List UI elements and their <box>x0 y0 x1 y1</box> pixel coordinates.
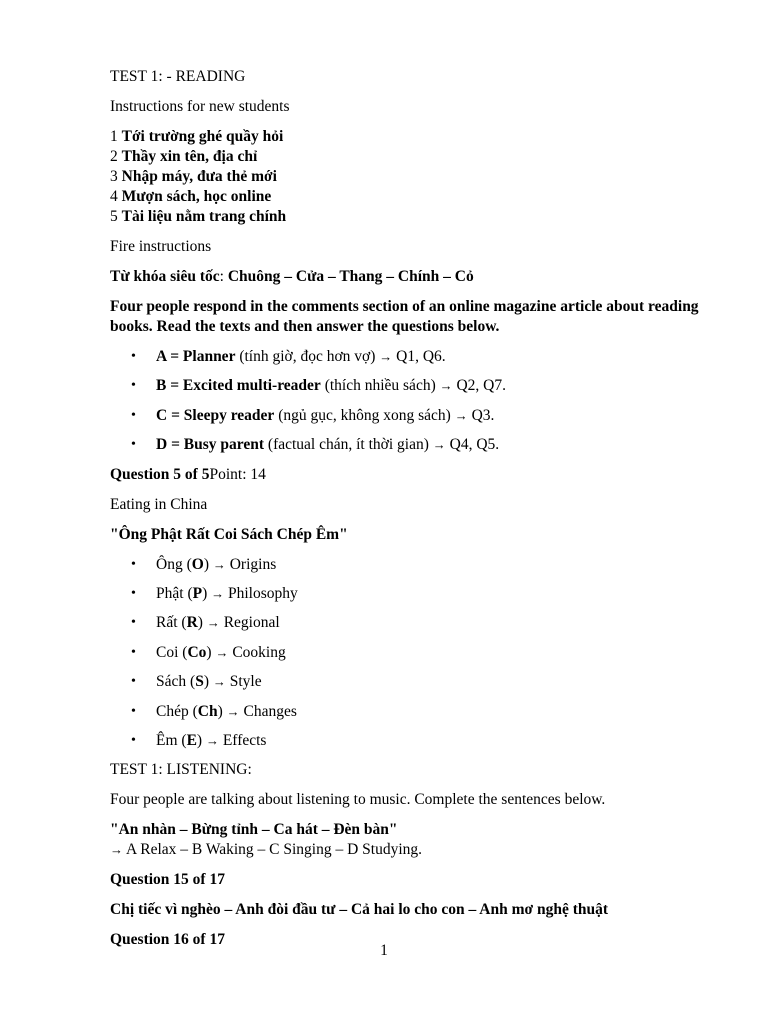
mnemonic-letter: R <box>186 614 198 632</box>
instruction-step <box>110 167 710 187</box>
instruction-step <box>110 207 710 227</box>
step-text: Nhập máy, đưa thẻ mới <box>121 168 277 185</box>
mnemonic-word: Rất <box>156 614 178 632</box>
keywords-value: Chuông – Cửa – Thang – Chính – Cỏ <box>227 268 474 285</box>
question-15-line: Chị tiếc vì nghèo – Anh đòi đầu tư – Cả hai lo cho con – Anh mơ nghệ thuật <box>110 901 609 919</box>
mnemonic-list <box>110 555 710 751</box>
fire-heading: Fire instructions <box>110 238 212 255</box>
mnemonic-word: Ông <box>156 555 183 573</box>
list-item <box>110 347 710 367</box>
arrow-icon: → <box>212 556 226 572</box>
arrow-icon: → <box>206 615 220 631</box>
mnemonic-letter: P <box>192 584 203 602</box>
list-item: • Phật (P) → Philosophy <box>110 584 710 604</box>
arrow-icon: → <box>212 674 226 690</box>
listening-mnemonic-block <box>110 820 710 860</box>
list-item: • Rất (R) → Regional <box>110 613 710 633</box>
person-answer: Q1, Q6. <box>392 348 446 365</box>
people-list <box>110 347 710 455</box>
page-number: 1 <box>380 942 388 959</box>
listening-mnemonic: "An nhàn – Bừng tỉnh – Ca hát – Đèn bàn" <box>110 821 398 839</box>
person-answer: Q2, Q7. <box>452 377 506 395</box>
mnemonic-letter: Ch <box>197 702 218 720</box>
keywords-label: Từ khóa siêu tốc <box>110 268 220 285</box>
mnemonic-meaning: Cooking <box>228 643 286 661</box>
step-number: 3 <box>110 168 118 185</box>
mnemonic-word: Chép <box>156 702 189 720</box>
instructions-heading: Instructions for new students <box>110 98 290 115</box>
list-item <box>110 406 710 426</box>
list-item: • Chép (Ch) → Changes <box>110 702 710 722</box>
question-16-label: Question 16 of 17 <box>110 931 225 949</box>
person-label: D = Busy parent <box>156 436 265 454</box>
mnemonic-word: Êm <box>156 731 178 749</box>
arrow-icon: → <box>379 349 393 364</box>
mnemonic-letter: O <box>191 555 204 573</box>
list-item <box>110 435 710 455</box>
mnemonic-meaning: Origins <box>225 555 277 573</box>
list-item: • Sách (S) → Style <box>110 672 710 692</box>
instruction-step <box>110 147 710 167</box>
list-item: • Ông (O) → Origins <box>110 555 710 575</box>
mnemonic-letter: E <box>186 731 197 749</box>
person-label: C = Sleepy reader <box>156 406 275 424</box>
question-5-line <box>110 465 710 485</box>
arrow-icon: → <box>226 703 240 719</box>
instruction-step <box>110 127 710 147</box>
mnemonic-heading: "Ông Phật Rất Coi Sách Chép Êm" <box>110 525 348 543</box>
instruction-step <box>110 187 710 207</box>
list-item <box>110 376 710 396</box>
list-item: • Êm (E) → Effects <box>110 731 710 751</box>
listening-answers-line <box>110 840 710 860</box>
question-5-label: Question 5 of 5 <box>110 465 210 483</box>
instruction-steps <box>110 127 710 227</box>
step-text: Thầy xin tên, địa chỉ <box>121 148 258 165</box>
step-text: Tới trường ghé quầy hỏi <box>121 128 284 145</box>
mnemonic-meaning: Regional <box>219 614 280 632</box>
arrow-icon: → <box>205 732 219 748</box>
step-number: 1 <box>110 128 118 145</box>
arrow-icon: → <box>211 585 225 601</box>
person-note: (ngủ gục, không xong sách) <box>274 406 455 424</box>
arrow-icon: → <box>439 378 453 394</box>
keywords-sep: : <box>219 268 228 285</box>
mnemonic-meaning: Changes <box>239 702 297 720</box>
person-answer: Q3. <box>467 406 495 424</box>
question-5-point: Point: 14 <box>209 465 266 483</box>
topic-heading: Eating in China <box>110 495 208 513</box>
step-text: Mượn sách, học online <box>121 188 272 205</box>
listening-title: TEST 1: LISTENING: <box>110 761 252 779</box>
mnemonic-meaning: Philosophy <box>224 584 298 602</box>
person-note: (thích nhiều sách) <box>320 377 440 395</box>
arrow-icon: → <box>215 644 229 660</box>
arrow-icon: → <box>454 407 468 423</box>
listening-intro: Four people are talking about listening to music. Complete the sentences below. <box>110 791 606 809</box>
mnemonic-word: Phật <box>156 584 184 602</box>
document-title: TEST 1: - READING <box>110 68 246 85</box>
mnemonic-letter: S <box>195 673 204 691</box>
person-answer: Q4, Q5. <box>445 436 500 454</box>
person-label: A = Planner <box>156 348 236 365</box>
step-text: Tài liệu nằm trang chính <box>121 208 287 225</box>
step-number: 4 <box>110 188 118 205</box>
mnemonic-word: Coi <box>156 643 179 661</box>
arrow-icon: → <box>110 842 123 858</box>
keywords-line <box>110 267 710 287</box>
list-item: • Coi (Co) → Cooking <box>110 643 710 663</box>
mnemonic-meaning: Style <box>225 673 262 691</box>
listening-answers: A Relax – B Waking – C Singing – D Studying. <box>123 841 423 859</box>
document-body <box>110 67 710 950</box>
question-15-label: Question 15 of 17 <box>110 871 225 889</box>
mnemonic-letter: Co <box>187 643 207 661</box>
mnemonic-meaning: Effects <box>218 731 267 749</box>
step-number: 5 <box>110 208 118 225</box>
step-number: 2 <box>110 148 118 165</box>
person-note: (factual chán, ít thời gian) <box>264 436 433 454</box>
arrow-icon: → <box>432 437 446 453</box>
person-label: B = Excited multi-reader <box>156 377 321 395</box>
reading-intro: Four people respond in the comments section of an online magazine article about reading books. Read the texts and then answer the questions below. <box>110 298 699 335</box>
mnemonic-word: Sách <box>156 673 187 691</box>
person-note: (tính giờ, đọc hơn vợ) <box>235 348 380 365</box>
